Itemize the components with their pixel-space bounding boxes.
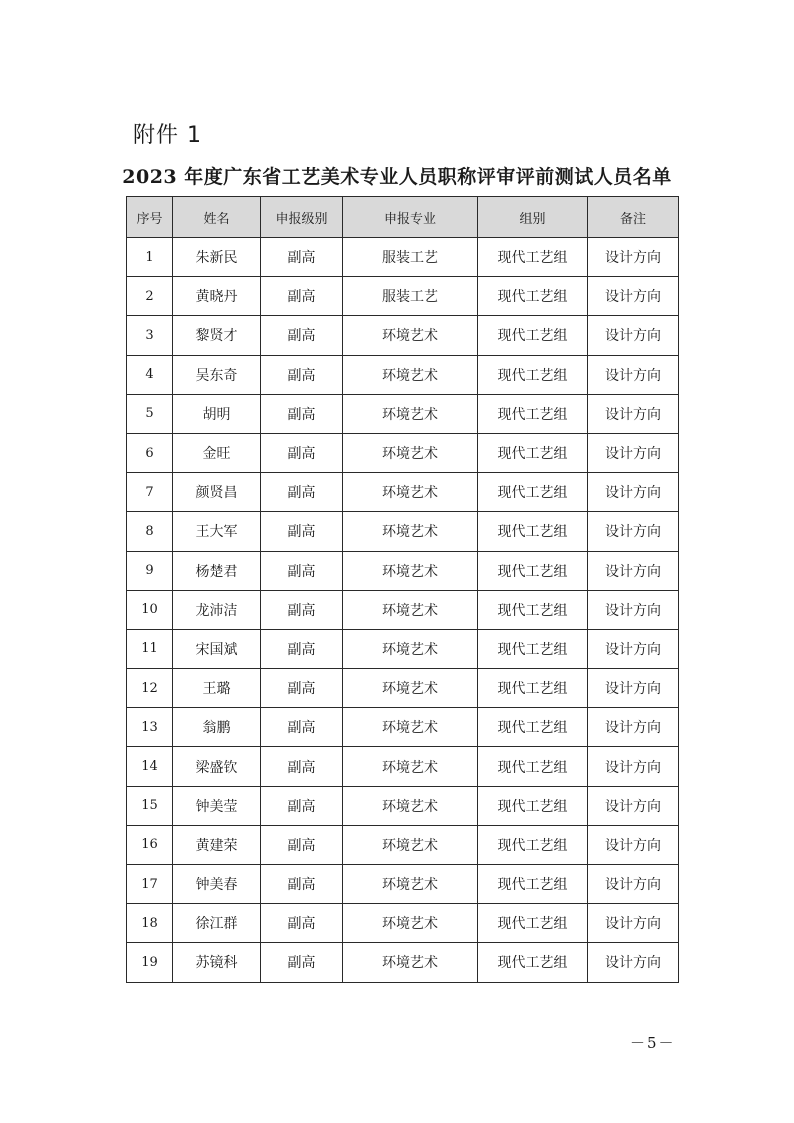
cell-level: 副高 [261, 551, 343, 590]
cell-seq: 17 [127, 865, 173, 904]
cell-note: 设计方向 [588, 433, 679, 472]
cell-group: 现代工艺组 [478, 786, 588, 825]
cell-major: 环境艺术 [343, 433, 478, 472]
cell-group: 现代工艺组 [478, 316, 588, 355]
cell-name: 徐江群 [173, 904, 261, 943]
cell-seq: 7 [127, 473, 173, 512]
cell-name: 黎贤才 [173, 316, 261, 355]
table-row [127, 904, 679, 943]
cell-note: 设计方向 [588, 629, 679, 668]
cell-note: 设计方向 [588, 551, 679, 590]
cell-group: 现代工艺组 [478, 904, 588, 943]
cell-group: 现代工艺组 [478, 277, 588, 316]
cell-major: 服装工艺 [343, 238, 478, 277]
cell-note: 设计方向 [588, 316, 679, 355]
table-row [127, 786, 679, 825]
cell-level: 副高 [261, 238, 343, 277]
cell-group: 现代工艺组 [478, 433, 588, 472]
cell-group: 现代工艺组 [478, 747, 588, 786]
cell-group: 现代工艺组 [478, 394, 588, 433]
page-number: －5－ [630, 1034, 676, 1052]
table-row [127, 865, 679, 904]
cell-major: 环境艺术 [343, 786, 478, 825]
cell-name: 龙沛洁 [173, 590, 261, 629]
cell-name: 朱新民 [173, 238, 261, 277]
cell-major: 环境艺术 [343, 904, 478, 943]
cell-major: 环境艺术 [343, 590, 478, 629]
cell-level: 副高 [261, 433, 343, 472]
cell-name: 黄建荣 [173, 825, 261, 864]
cell-level: 副高 [261, 786, 343, 825]
cell-level: 副高 [261, 355, 343, 394]
cell-name: 翁鹏 [173, 708, 261, 747]
cell-name: 钟美莹 [173, 786, 261, 825]
cell-name: 钟美春 [173, 865, 261, 904]
cell-seq: 6 [127, 433, 173, 472]
cell-note: 设计方向 [588, 473, 679, 512]
cell-seq: 2 [127, 277, 173, 316]
header-seq: 序号 [127, 197, 173, 238]
table-row [127, 473, 679, 512]
cell-level: 副高 [261, 904, 343, 943]
header-name: 姓名 [173, 197, 261, 238]
cell-note: 设计方向 [588, 943, 679, 982]
cell-note: 设计方向 [588, 669, 679, 708]
cell-group: 现代工艺组 [478, 473, 588, 512]
cell-level: 副高 [261, 943, 343, 982]
cell-level: 副高 [261, 629, 343, 668]
cell-note: 设计方向 [588, 277, 679, 316]
cell-note: 设计方向 [588, 355, 679, 394]
cell-seq: 5 [127, 394, 173, 433]
cell-seq: 4 [127, 355, 173, 394]
table-row [127, 669, 679, 708]
cell-major: 环境艺术 [343, 473, 478, 512]
cell-level: 副高 [261, 825, 343, 864]
table-row [127, 316, 679, 355]
cell-level: 副高 [261, 747, 343, 786]
cell-note: 设计方向 [588, 786, 679, 825]
roster-table-container [126, 196, 678, 983]
table-row [127, 590, 679, 629]
header-note: 备注 [588, 197, 679, 238]
cell-seq: 15 [127, 786, 173, 825]
table-row [127, 433, 679, 472]
document-title: 2023 年度广东省工艺美术专业人员职称评审评前测试人员名单 [122, 166, 672, 188]
cell-name: 梁盛钦 [173, 747, 261, 786]
cell-name: 金旺 [173, 433, 261, 472]
cell-group: 现代工艺组 [478, 865, 588, 904]
cell-major: 环境艺术 [343, 629, 478, 668]
attachment-label: 附件 1 [133, 123, 202, 148]
cell-group: 现代工艺组 [478, 551, 588, 590]
cell-seq: 9 [127, 551, 173, 590]
cell-group: 现代工艺组 [478, 669, 588, 708]
cell-level: 副高 [261, 512, 343, 551]
cell-group: 现代工艺组 [478, 708, 588, 747]
cell-seq: 16 [127, 825, 173, 864]
table-body [127, 238, 679, 983]
cell-major: 环境艺术 [343, 943, 478, 982]
cell-seq: 13 [127, 708, 173, 747]
cell-name: 宋国斌 [173, 629, 261, 668]
cell-note: 设计方向 [588, 590, 679, 629]
header-level: 申报级别 [261, 197, 343, 238]
cell-major: 环境艺术 [343, 316, 478, 355]
table-row [127, 551, 679, 590]
cell-note: 设计方向 [588, 825, 679, 864]
cell-note: 设计方向 [588, 394, 679, 433]
cell-group: 现代工艺组 [478, 512, 588, 551]
cell-level: 副高 [261, 590, 343, 629]
cell-seq: 11 [127, 629, 173, 668]
cell-seq: 18 [127, 904, 173, 943]
cell-name: 颜贤昌 [173, 473, 261, 512]
table-row [127, 238, 679, 277]
cell-major: 服装工艺 [343, 277, 478, 316]
table-row [127, 512, 679, 551]
cell-major: 环境艺术 [343, 669, 478, 708]
cell-major: 环境艺术 [343, 551, 478, 590]
cell-note: 设计方向 [588, 512, 679, 551]
cell-level: 副高 [261, 708, 343, 747]
table-row [127, 629, 679, 668]
cell-level: 副高 [261, 669, 343, 708]
roster-table [126, 196, 679, 983]
cell-name: 吴东奇 [173, 355, 261, 394]
cell-note: 设计方向 [588, 708, 679, 747]
cell-group: 现代工艺组 [478, 629, 588, 668]
cell-seq: 8 [127, 512, 173, 551]
cell-major: 环境艺术 [343, 708, 478, 747]
cell-seq: 12 [127, 669, 173, 708]
table-header-row [127, 197, 679, 238]
table-row [127, 825, 679, 864]
cell-level: 副高 [261, 473, 343, 512]
cell-level: 副高 [261, 277, 343, 316]
table-row [127, 277, 679, 316]
table-row [127, 708, 679, 747]
cell-seq: 14 [127, 747, 173, 786]
cell-name: 胡明 [173, 394, 261, 433]
cell-seq: 3 [127, 316, 173, 355]
cell-level: 副高 [261, 316, 343, 355]
header-group: 组别 [478, 197, 588, 238]
cell-note: 设计方向 [588, 747, 679, 786]
cell-major: 环境艺术 [343, 865, 478, 904]
cell-seq: 10 [127, 590, 173, 629]
cell-name: 王大军 [173, 512, 261, 551]
cell-major: 环境艺术 [343, 394, 478, 433]
cell-group: 现代工艺组 [478, 943, 588, 982]
cell-group: 现代工艺组 [478, 355, 588, 394]
cell-level: 副高 [261, 394, 343, 433]
table-row [127, 394, 679, 433]
table-row [127, 747, 679, 786]
cell-seq: 1 [127, 238, 173, 277]
cell-note: 设计方向 [588, 238, 679, 277]
cell-group: 现代工艺组 [478, 590, 588, 629]
cell-group: 现代工艺组 [478, 238, 588, 277]
cell-level: 副高 [261, 865, 343, 904]
cell-name: 黄晓丹 [173, 277, 261, 316]
cell-major: 环境艺术 [343, 747, 478, 786]
cell-seq: 19 [127, 943, 173, 982]
header-major: 申报专业 [343, 197, 478, 238]
table-row [127, 355, 679, 394]
cell-major: 环境艺术 [343, 512, 478, 551]
cell-name: 王璐 [173, 669, 261, 708]
cell-major: 环境艺术 [343, 355, 478, 394]
table-row [127, 943, 679, 982]
cell-group: 现代工艺组 [478, 825, 588, 864]
cell-note: 设计方向 [588, 904, 679, 943]
cell-name: 杨楚君 [173, 551, 261, 590]
cell-name: 苏镜科 [173, 943, 261, 982]
cell-note: 设计方向 [588, 865, 679, 904]
cell-major: 环境艺术 [343, 825, 478, 864]
